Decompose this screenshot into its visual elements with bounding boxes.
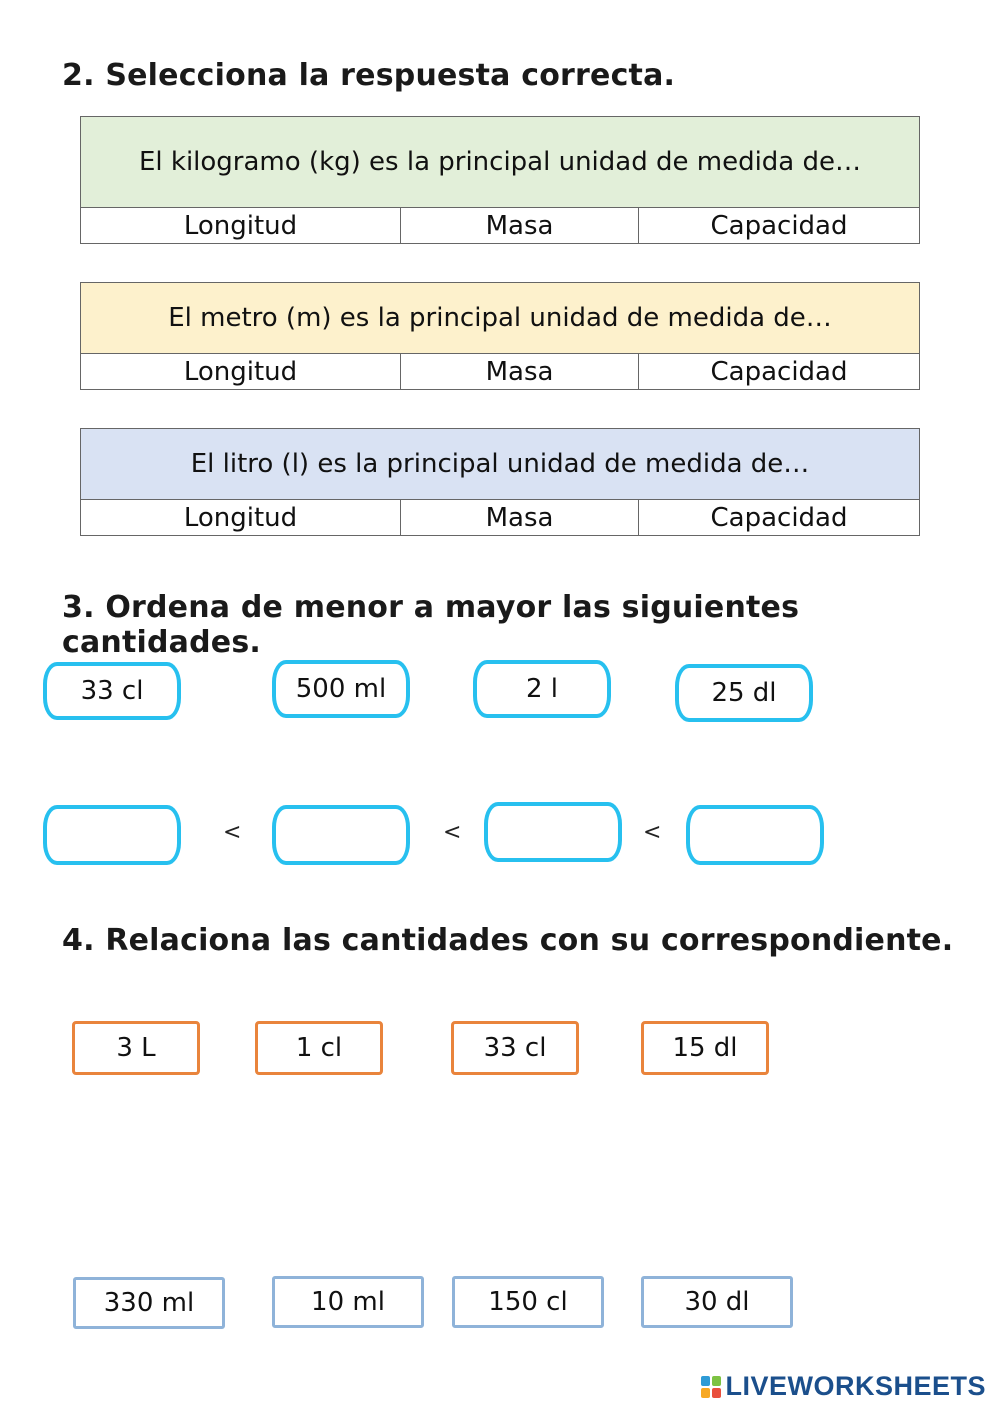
option-masa[interactable]: Masa	[401, 354, 639, 389]
option-capacidad[interactable]: Capacidad	[710, 502, 848, 533]
match-item-top[interactable]: 33 cl	[451, 1021, 579, 1075]
answer-options	[81, 354, 919, 389]
quantity-card: 2 l	[473, 660, 611, 718]
question-litro	[80, 428, 920, 536]
less-than-sign: <	[223, 820, 242, 845]
option-longitud[interactable]: Longitud	[81, 500, 401, 535]
liveworksheets-logo-icon	[701, 1376, 721, 1398]
question-text: El litro (l) es la principal unidad de medida de…	[81, 429, 919, 500]
option-masa[interactable]: Masa	[401, 500, 639, 535]
less-than-sign: <	[443, 820, 462, 845]
quantity-card: 25 dl	[675, 664, 813, 722]
section-4-heading: 4. Relaciona las cantidades con su correspondiente.	[62, 923, 954, 958]
match-item-top[interactable]: 1 cl	[255, 1021, 383, 1075]
quantity-card: 33 cl	[43, 662, 181, 720]
order-slot-3[interactable]	[484, 802, 622, 862]
option-masa[interactable]: Masa	[401, 208, 639, 243]
question-kilogramo	[80, 116, 920, 244]
section-2-heading: 2. Selecciona la respuesta correcta.	[62, 58, 676, 93]
match-item-bottom[interactable]: 10 ml	[272, 1276, 424, 1328]
question-text: El metro (m) es la principal unidad de medida de…	[81, 283, 919, 354]
option-longitud[interactable]: Longitud	[81, 208, 401, 243]
order-slot-2[interactable]	[272, 805, 410, 865]
question-text: El kilogramo (kg) es la principal unidad de medida de…	[81, 117, 919, 208]
question-metro	[80, 282, 920, 390]
order-slot-1[interactable]	[43, 805, 181, 865]
liveworksheets-logo	[701, 1371, 986, 1402]
order-slot-4[interactable]	[686, 805, 824, 865]
match-item-top[interactable]: 3 L	[72, 1021, 200, 1075]
quantity-card: 500 ml	[272, 660, 410, 718]
option-longitud[interactable]: Longitud	[81, 354, 401, 389]
less-than-sign: <	[643, 820, 662, 845]
match-item-bottom[interactable]: 150 cl	[452, 1276, 604, 1328]
answer-options	[81, 208, 919, 243]
option-capacidad[interactable]: Capacidad	[710, 210, 848, 241]
option-capacidad[interactable]: Capacidad	[710, 356, 848, 387]
answer-options	[81, 500, 919, 535]
match-item-bottom[interactable]: 30 dl	[641, 1276, 793, 1328]
logo-text: LIVEWORKSHEETS	[725, 1371, 986, 1401]
match-item-top[interactable]: 15 dl	[641, 1021, 769, 1075]
match-item-bottom[interactable]: 330 ml	[73, 1277, 225, 1329]
section-3-heading: 3. Ordena de menor a mayor las siguientes cantidades.	[62, 590, 800, 660]
